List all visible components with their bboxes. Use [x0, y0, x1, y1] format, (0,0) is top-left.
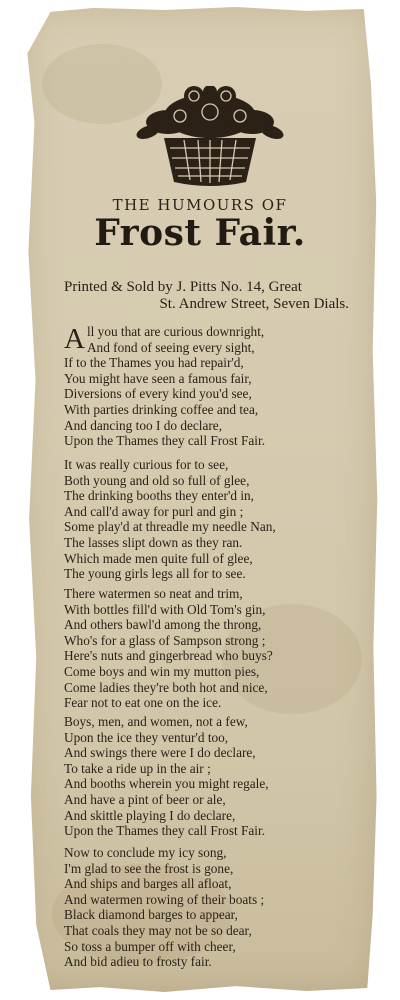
verse-line: So toss a bumper off with cheer, — [64, 938, 236, 954]
imprint-line: St. Andrew Street, Seven Dials. — [159, 296, 349, 312]
verse-line: If to the Thames you had repair'd, — [64, 355, 244, 371]
verse-line: Now to conclude my icy song, — [64, 845, 227, 860]
verse-line: Some play'd at threadle my needle Nan, — [64, 519, 276, 535]
verse-line: That coals they may not be so dear, — [64, 922, 252, 938]
stanza-2 — [64, 457, 364, 582]
verse-line: Upon the ice they ventur'd too, — [64, 729, 229, 745]
verse-line: Upon the Thames they call Frost Fair. — [64, 433, 266, 449]
verse-line: To take a ride up in the air ; — [64, 760, 211, 776]
stanza-1 — [64, 324, 364, 449]
broadside-heading: THE HUMOURS OF — [112, 196, 288, 214]
flower-basket-icon — [134, 86, 286, 190]
verse-line: And ships and barges all afloat, — [64, 876, 232, 892]
verse-line: There watermen so neat and trim, — [64, 586, 243, 601]
verse-line: The drinking booths they enter'd in, — [64, 488, 254, 504]
verse-line: With parties drinking coffee and tea, — [64, 401, 259, 417]
verse-line: Black diamond barges to appear, — [64, 907, 238, 923]
verse-line: Who's for a glass of Sampson strong ; — [64, 632, 266, 648]
verse-line: ll you that are curious downright, — [86, 324, 265, 339]
verse-line: You might have seen a famous fair, — [64, 370, 252, 386]
printer-imprint — [64, 279, 364, 313]
stanza-3 — [64, 586, 364, 711]
verse-line: And call'd away for purl and gin ; — [64, 503, 244, 519]
verse-line: Both young and old so full of glee, — [64, 472, 250, 488]
verse-line: Here's nuts and gingerbread who buys? — [64, 648, 273, 664]
verse-line: And have a pint of beer or ale, — [64, 791, 226, 807]
verse-line: It was really curious for to see, — [64, 457, 229, 472]
verse-line: Boys, men, and women, not a few, — [64, 714, 248, 729]
stanza-5 — [64, 845, 364, 970]
drop-cap: A — [64, 323, 85, 355]
verse-line: I'm glad to see the frost is gone, — [64, 860, 234, 876]
broadside-title: Frost Fair. — [94, 212, 306, 254]
stanza-4 — [64, 714, 364, 839]
verse-line: And fond of seeing every sight, — [86, 339, 255, 355]
verse-line: Come ladies they're both hot and nice, — [64, 679, 268, 695]
verse-line: And swings there were I do declare, — [64, 745, 256, 761]
verse-line: The lasses slipt down as they ran. — [64, 534, 243, 550]
verse-line: The young girls legs all for to see. — [64, 566, 246, 582]
verse-line: Fear not to eat one on the ice. — [64, 695, 222, 711]
verse-line: Diversions of every kind you'd see, — [64, 386, 252, 402]
verse-line: Which made men quite full of glee, — [64, 550, 253, 566]
imprint-line: Printed & Sold by J. Pitts No. 14, Great — [64, 279, 302, 295]
verse-line: And others bawl'd among the throng, — [64, 617, 262, 633]
verse-line: And dancing too I do declare, — [64, 417, 223, 433]
verse-line: And bid adieu to frosty fair. — [64, 954, 212, 970]
verse-line: Come boys and win my mutton pies, — [64, 663, 260, 679]
verse-line: And skittle playing I do declare, — [64, 807, 236, 823]
verse-line: And watermen rowing of their boats ; — [64, 891, 265, 907]
verse-line: And booths wherein you might regale, — [64, 776, 269, 792]
verse-line: With bottles fill'd with Old Tom's gin, — [64, 601, 266, 617]
verse-line: Upon the Thames they call Frost Fair. — [64, 823, 266, 839]
